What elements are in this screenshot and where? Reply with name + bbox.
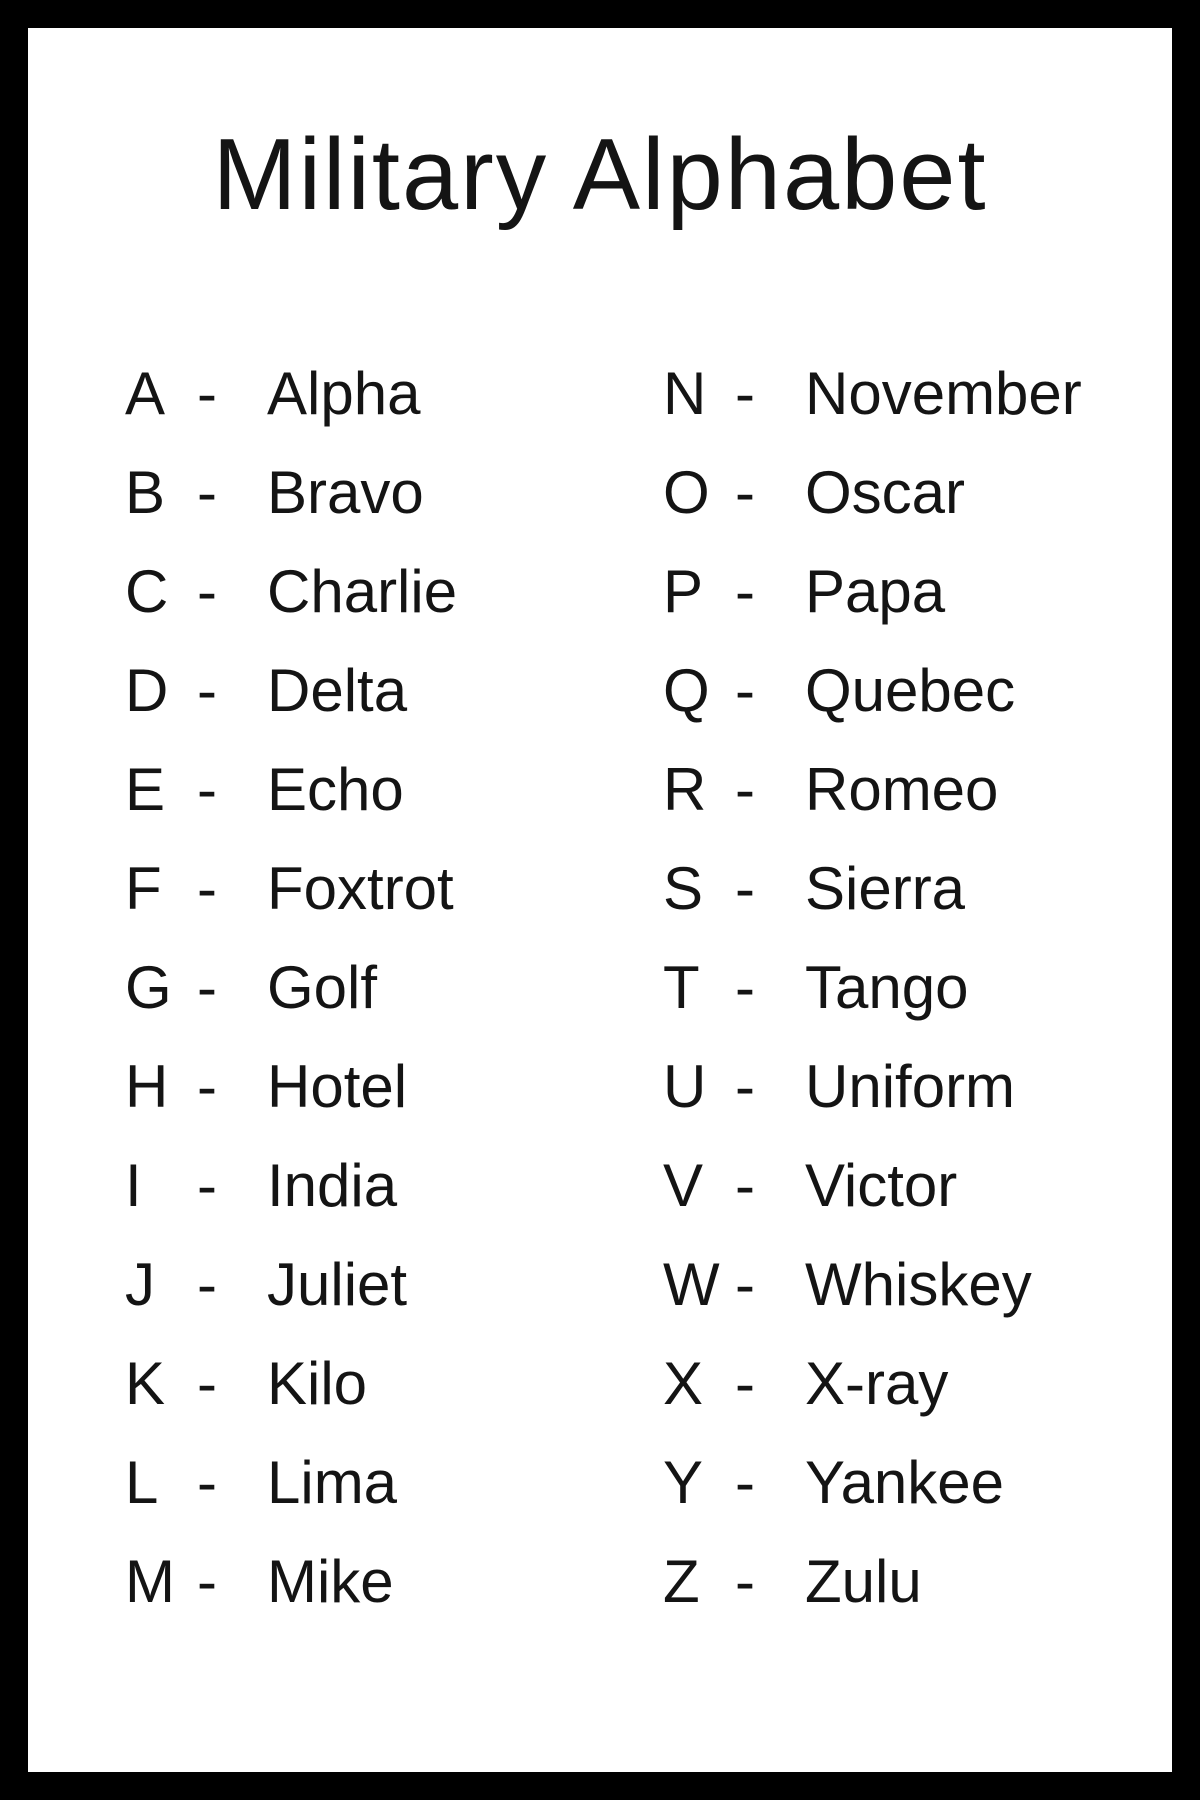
separator-dash: -: [197, 558, 217, 625]
alphabet-row: [125, 1532, 663, 1631]
code-word: Foxtrot: [267, 855, 454, 922]
alphabet-row: [125, 740, 663, 839]
code-letter: J: [125, 1251, 155, 1318]
code-letter: Z: [663, 1548, 700, 1615]
alphabet-row: [663, 344, 1172, 443]
paper-sheet: [28, 28, 1172, 1772]
alphabet-row: [125, 641, 663, 740]
code-letter: U: [663, 1053, 707, 1120]
code-word: Charlie: [267, 558, 458, 625]
separator-dash: -: [197, 1251, 217, 1318]
alphabet-row: [125, 1037, 663, 1136]
separator-dash: -: [197, 657, 217, 724]
code-letter: Y: [663, 1449, 704, 1516]
code-letter: N: [663, 360, 707, 427]
page-title: Military Alphabet: [212, 119, 988, 231]
alphabet-row: [125, 344, 663, 443]
code-word: Echo: [267, 756, 404, 823]
code-word: Romeo: [805, 756, 999, 823]
code-word: Golf: [267, 954, 378, 1021]
code-word: Zulu: [805, 1548, 922, 1615]
code-word: X-ray: [805, 1350, 949, 1417]
code-word: Sierra: [805, 855, 966, 922]
alphabet-row: [663, 443, 1172, 542]
code-letter: T: [663, 954, 700, 1021]
separator-dash: -: [197, 954, 217, 1021]
separator-dash: -: [735, 459, 755, 526]
code-letter: V: [663, 1152, 704, 1219]
alphabet-column-right: [663, 344, 1172, 1631]
code-word: Alpha: [267, 360, 421, 427]
separator-dash: -: [735, 954, 755, 1021]
code-letter: L: [125, 1449, 159, 1516]
code-letter: F: [125, 855, 162, 922]
separator-dash: -: [197, 1449, 217, 1516]
code-letter: H: [125, 1053, 169, 1120]
code-word: Lima: [267, 1449, 398, 1516]
separator-dash: -: [197, 459, 217, 526]
code-word: Whiskey: [805, 1251, 1032, 1318]
separator-dash: -: [735, 756, 755, 823]
code-letter: X: [663, 1350, 704, 1417]
code-letter: S: [663, 855, 704, 922]
alphabet-row: [125, 542, 663, 641]
code-word: Mike: [267, 1548, 394, 1615]
code-word: November: [805, 360, 1082, 427]
alphabet-row: [125, 1136, 663, 1235]
separator-dash: -: [197, 1548, 217, 1615]
separator-dash: -: [735, 1449, 755, 1516]
separator-dash: -: [197, 756, 217, 823]
separator-dash: -: [735, 360, 755, 427]
separator-dash: -: [197, 1350, 217, 1417]
alphabet-row: [663, 1433, 1172, 1532]
code-word: Kilo: [267, 1350, 368, 1417]
separator-dash: -: [197, 360, 217, 427]
alphabet-row: [663, 1532, 1172, 1631]
code-letter: R: [663, 756, 707, 823]
alphabet-row: [663, 740, 1172, 839]
code-word: Juliet: [267, 1251, 408, 1318]
code-letter: K: [125, 1350, 166, 1417]
code-letter: G: [125, 954, 172, 1021]
alphabet-row: [125, 1433, 663, 1532]
separator-dash: -: [735, 1053, 755, 1120]
code-word: India: [267, 1152, 398, 1219]
alphabet-row: [663, 641, 1172, 740]
separator-dash: -: [735, 657, 755, 724]
alphabet-row: [125, 443, 663, 542]
code-letter: Q: [663, 657, 710, 724]
alphabet-row: [125, 1235, 663, 1334]
alphabet-row: [663, 1037, 1172, 1136]
code-word: Hotel: [267, 1053, 408, 1120]
separator-dash: -: [197, 1152, 217, 1219]
separator-dash: -: [735, 855, 755, 922]
alphabet-row: [663, 1136, 1172, 1235]
code-letter: P: [663, 558, 704, 625]
code-letter: C: [125, 558, 169, 625]
separator-dash: -: [735, 558, 755, 625]
code-letter: I: [125, 1152, 142, 1219]
separator-dash: -: [735, 1548, 755, 1615]
alphabet-row: [125, 839, 663, 938]
code-word: Uniform: [805, 1053, 1016, 1120]
code-letter: W: [663, 1251, 720, 1318]
code-letter: B: [125, 459, 166, 526]
code-word: Oscar: [805, 459, 966, 526]
separator-dash: -: [197, 855, 217, 922]
code-word: Bravo: [267, 459, 424, 526]
code-word: Papa: [805, 558, 946, 625]
separator-dash: -: [735, 1251, 755, 1318]
code-word: Yankee: [805, 1449, 1005, 1516]
alphabet-grid: [125, 344, 1172, 1631]
alphabet-row: [663, 938, 1172, 1037]
code-word: Delta: [267, 657, 408, 724]
alphabet-row: [663, 1235, 1172, 1334]
code-letter: A: [125, 360, 166, 427]
code-word: Tango: [805, 954, 969, 1021]
alphabet-column-left: [125, 344, 663, 1631]
code-letter: O: [663, 459, 710, 526]
alphabet-row: [125, 938, 663, 1037]
code-word: Quebec: [805, 657, 1016, 724]
separator-dash: -: [197, 1053, 217, 1120]
code-letter: M: [125, 1548, 175, 1615]
code-word: Victor: [805, 1152, 958, 1219]
alphabet-row: [125, 1334, 663, 1433]
code-letter: D: [125, 657, 169, 724]
alphabet-row: [663, 839, 1172, 938]
alphabet-row: [663, 1334, 1172, 1433]
separator-dash: -: [735, 1152, 755, 1219]
separator-dash: -: [735, 1350, 755, 1417]
code-letter: E: [125, 756, 166, 823]
alphabet-row: [663, 542, 1172, 641]
